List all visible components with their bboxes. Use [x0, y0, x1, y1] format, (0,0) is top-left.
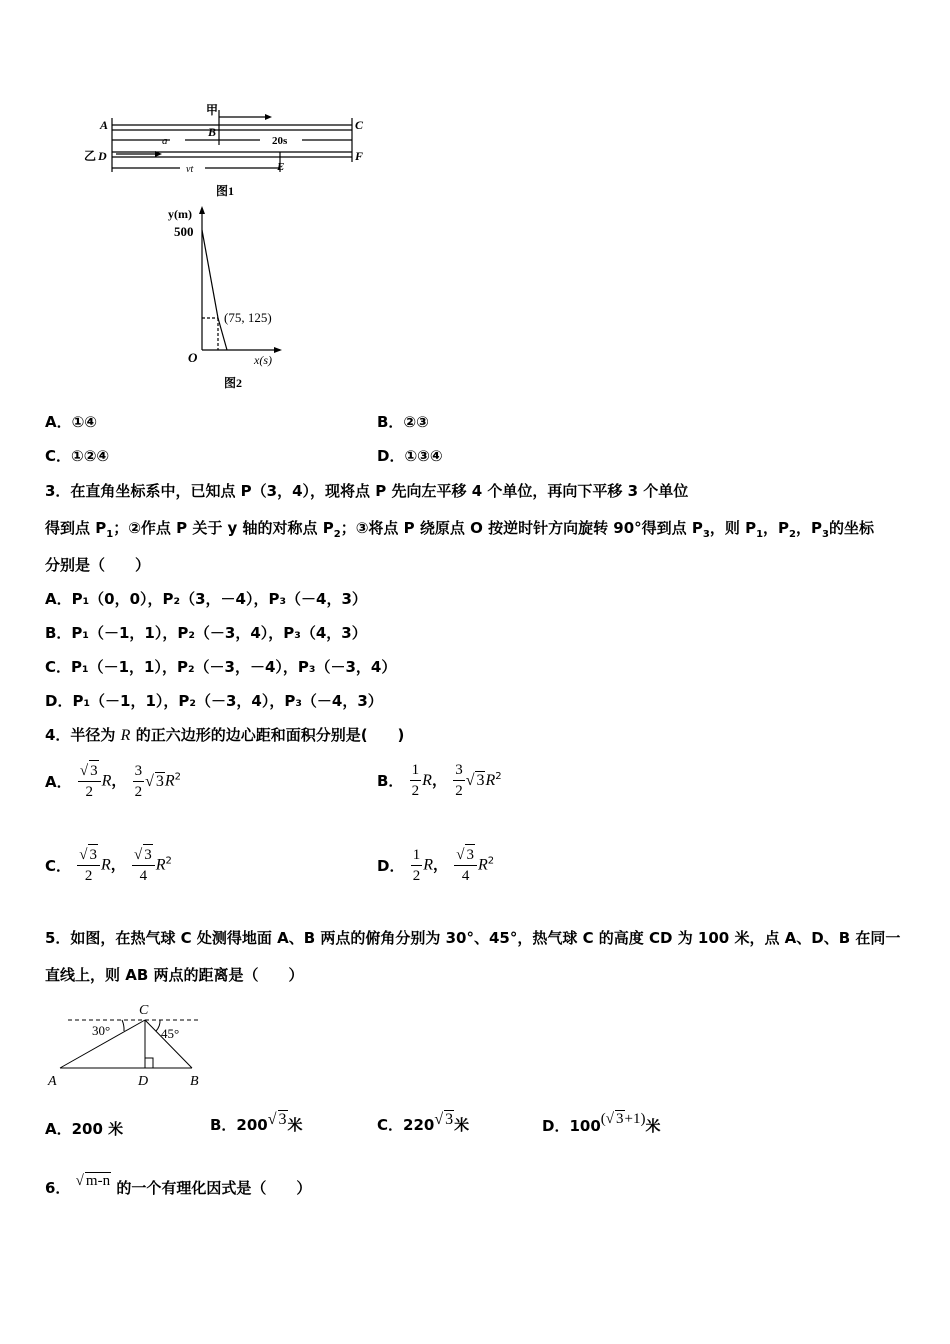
fig2-caption: 图2 [224, 376, 243, 390]
q5-option-d[interactable]: D．100(√ 3+1)米 [542, 1111, 661, 1135]
q3-option-a[interactable]: A．P₁（0，0），P₂（3，－4），P₃（－4，3） [45, 590, 367, 608]
q5-figure [40, 998, 210, 1093]
fig1-point-C: C [355, 118, 364, 132]
fig1-point-D: D [98, 149, 107, 163]
q3-option-c[interactable]: C．P₁（－1，1），P₂（－3，－4），P₃（－3，4） [45, 658, 397, 676]
figure-1 [80, 100, 380, 200]
q5-option-b[interactable]: B．200√ 3米 [210, 1111, 303, 1134]
q5-fig-A: A [48, 1074, 57, 1089]
fig1-point-A: A [100, 118, 109, 132]
fig1-yi: 乙 [84, 149, 97, 163]
q5-fig-45: 45° [161, 1026, 180, 1041]
q5-stem-line2: 直线上，则 AB 两点的距离是（ ） [45, 966, 304, 984]
q2-option-a[interactable]: A．①④ [45, 413, 98, 431]
q5-fig-30: 30° [92, 1023, 111, 1038]
fig1-point-B: B [208, 125, 217, 139]
figure-2 [160, 200, 300, 395]
fig1-point-E: E [277, 161, 285, 173]
fig1-jia: 甲 [206, 103, 219, 117]
fig2-y-axis-label: y(m) [168, 207, 192, 221]
q4-stem: 4．半径为 R 的正六边形的边心距和面积分别是( ) [45, 726, 405, 744]
q6-stem: 6． √ m-n 的一个有理化因式是（ ） [45, 1173, 312, 1197]
q2-option-c[interactable]: C．①②④ [45, 447, 110, 465]
fig1-seg-vt: vt [186, 164, 194, 175]
q5-stem-line1: 5．如图，在热气球 C 处测得地面 A、B 两点的俯角分别为 30°、45°，热气球 C 的高度 CD 为 100 米，点 A、D、B 在同一 [45, 929, 901, 947]
q2-option-d[interactable]: D．①③④ [377, 447, 443, 465]
q4-option-d[interactable]: D． $\frac{1}{2}$ R， $\frac{√ 3}{4}$ $R^2$ [377, 844, 494, 886]
fig1-caption: 图1 [216, 184, 235, 198]
q5-fig-B: B [190, 1074, 199, 1089]
fig2-point-label: (75, 125) [224, 310, 272, 325]
q4-option-a[interactable]: A． $\frac{√ 3}{2}$ R， $\frac{3}{2}$ √ $3R^2$ [45, 760, 181, 802]
fig2-x-axis-label: x(s) [254, 353, 272, 367]
q5-option-a[interactable]: A．200 米 [45, 1120, 124, 1138]
q5-fig-C: C [139, 1003, 149, 1018]
q3-stem-line3: 分别是（ ） [45, 556, 151, 574]
q5-fig-D: D [138, 1074, 149, 1089]
q4-option-b[interactable]: B． $\frac{1}{2}$ R， $\frac{3}{2}$ √ $3R^2$ [377, 762, 502, 799]
q5-option-c[interactable]: C．220√ 3米 [377, 1111, 470, 1134]
q3-stem-line1: 3．在直角坐标系中，已知点 P（3，4），现将点 P 先向左平移 4 个单位，再向下平移 3 个单位 [45, 482, 689, 500]
fig2-origin: O [188, 350, 198, 365]
fig1-seg-20s: 20s [272, 135, 288, 147]
q3-option-b[interactable]: B．P₁（－1，1），P₂（－3，4），P₃（4，3） [45, 624, 367, 642]
fig1-point-F: F [355, 149, 364, 163]
q2-option-b[interactable]: B．②③ [377, 413, 429, 431]
q3-option-d[interactable]: D．P₁（－1，1），P₂（－3，4），P₃（－4，3） [45, 692, 383, 710]
fig1-seg-a: a [162, 135, 168, 147]
q4-option-c[interactable]: C． $\frac{√ 3}{2}$ R， $\frac{√ 3}{4}$ $R^2$ [45, 844, 172, 886]
q3-stem-line2: 得到点 $P_1$；②作点 P 关于 y 轴的对称点 $P_2$；③将点 P 绕原点 O 按逆时针方向旋转 90°得到点 $P_3$，则 $P_1$，$P_2$，$P_3$的坐标 [45, 519, 874, 540]
fig2-y-value: 500 [174, 224, 194, 239]
